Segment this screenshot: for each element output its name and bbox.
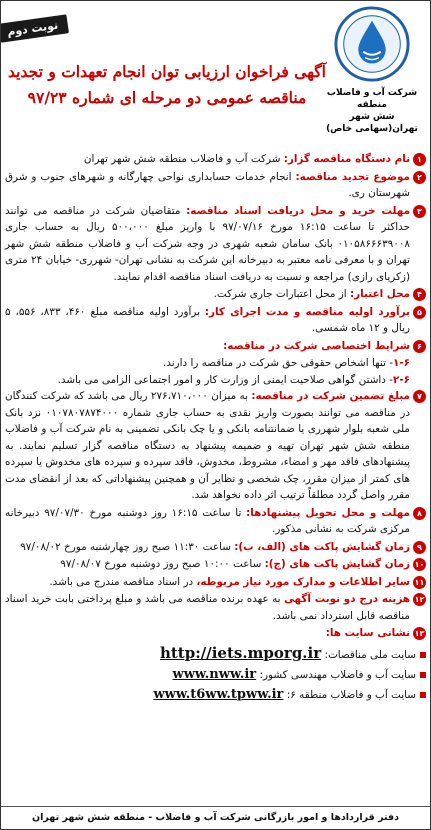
site-t6ww: سایت آب و فاضلاب منطقه ۶: www.t6ww.tpww.ir	[5, 685, 426, 705]
company-name-line1: شرکت آب و فاضلاب منطقه	[326, 88, 418, 110]
item-12: ۱۲ هزینه درج دو نوبت آگهی به عهده برنده مناقصه می باشد و مبلغ پرداختی بابت خرید اسناد مناقصه قابل استرداد نمی باشد.	[5, 593, 425, 622]
item-10: ۱۰ زمان گشایش پاکت های (ج): ساعت ۱۰:۰۰ صبح روز دوشنبه مورخ ۹۷/۰۸/۰۷	[60, 558, 425, 570]
ad-title-line1: آگهی فراخوان ارزیابی توان انجام تعهدات و تجدید	[8, 62, 326, 81]
item-6: ۶ شرایط اختصاصی شرکت در مناقصه:	[5, 338, 426, 355]
link-nww[interactable]: www.nww.ir	[172, 666, 257, 682]
site-national-tenders: سایت ملی مناقصات: http://iets.mporg.ir	[5, 644, 426, 665]
item-7: ۷ مبلغ تضمین شرکت در مناقصه: به میزان ۲۷۶،۷۱۰،۰۰۰ ریال می باشد که شرکت کنندگان در مناقصه می توانند بصورت واریز نقدی به حساب جاری شماره ۰۱۰۷۸۰۷۸۷۴۰۰۰ نزد بانک ملی شعبه بلوار شهرری یا ضمانتنامه بانکی و یا چک بانکی تضمینی به نام شرکت آب و فاضلاب منطقه شش شهر تهران تهیه و ضمیمه پیشنهاد به دستگاه مناقصه گزار تسلیم نمایند. به پیشنهادهای فاقد مهر و امضاء، مشروط، مخدوش، فاقد سپرده و سپرده های مخدوش یا سپرده های کمتر از میزان مقرر، چک شخصی و نظایر آن و همچنین پیشنهاداتی که بعد از انقضای مدت مقرر واصل گردد مطلقاً ترتیب اثر داده نخواهد شد.	[5, 388, 426, 504]
item-1: ۱ نام دستگاه مناقصه گزار: شرکت آب و فاضلاب منطقه شش شهر تهران	[5, 151, 426, 168]
item-11: ۱۱ سایر اطلاعات و مدارک مورد نیاز مربوطه، در اسناد مناقصه مندرج می باشد.	[49, 575, 425, 588]
water-company-logo-icon	[333, 5, 411, 83]
item-4: ۴ محل اعتبار: از محل اعتبارات جاری شرکت.	[5, 286, 426, 303]
ad-title	[7, 59, 327, 111]
item-2: ۲ موضوع تجدید مناقصه: انجام خدمات حسابداری نواحی چهارگانه و شهرهای جنوب و شرق شهرستان ری.	[5, 169, 426, 202]
company-header	[324, 5, 420, 135]
bullet-square-icon	[420, 692, 426, 698]
second-notice-ribbon: نوبت دوم	[0, 14, 69, 42]
site-nww: سایت آب و فاضلاب مهندسی کشور: www.nww.ir	[5, 665, 426, 685]
ad-body	[5, 151, 426, 705]
item-13: ۱۳ نشانی سایت ها:	[325, 627, 425, 639]
bullet-square-icon	[420, 652, 426, 658]
item-5: ۵ برآورد اولیه مناقصه و مدت اجرای کار: برآورد اولیه مناقصه مبلغ ۴۶۰، ۸۳۳، ۵۵۶، ۵ ریال و ۱۲ ماه شمسی.	[5, 304, 426, 337]
company-name-line2: شش شهر تهران(سهامی خاص)	[326, 112, 418, 134]
footer-office: دفتر قراردادها و امور بازرگانی شرکت آب و فاضلاب - منطقه شش شهر تهران	[1, 806, 430, 829]
bullet-square-icon	[420, 672, 426, 678]
sub-item-6-1: ۱-۶- تنها اشخاص حقوقی حق شرکت در مناقصه را دارند.	[163, 357, 410, 369]
website-list	[5, 644, 426, 705]
item-3: ۳ مهلت خرید و محل دریافت اسناد مناقصه: متقاضیان شرکت در مناقصه می توانند حداکثر تا ساعت ۱۶:۱۵ مورخ ۹۷/۰۷/۱۶ با واریز مبلغ ۵۰۰،۰۰۰ ریال به حساب جاری ۰۱۰۵۸۶۶۶۳۹۰۰۸ بانک سامان شعبه شهری در وجه شرکت آب و فاضلاب منطقه شش شهر تهران و با معرفی نامه معتبر به دبیرخانه این شرکت به نشانی تهران- شهرری- خیابان ۲۴ متری (زکریای رازی) مراجعه و نسبت به دریافت اسناد مناقصه اقدام نمایند.	[5, 203, 426, 286]
link-iets[interactable]: http://iets.mporg.ir	[159, 643, 322, 662]
ad-title-line2: مناقصه عمومی دو مرحله ای شماره ۹۷/۲۳	[27, 88, 307, 107]
item-9: ۹ زمان گشایش پاکت های (الف، ب): ساعت ۱۱:۳۰ صبح روز چهارشنبه مورخ ۹۷/۰۸/۰۲	[5, 539, 426, 556]
link-t6ww[interactable]: www.t6ww.tpww.ir	[153, 686, 284, 702]
item-8: ۸ مهلت و محل تحویل پیشنهادها: تا ساعت ۱۶:۱۵ روز دوشنبه مورخ ۹۷/۰۷/۳۰ دبیرخانه مرکزی شرکت به نشانی مذکور.	[5, 505, 426, 538]
sub-item-6-2: ۲-۶- داشتن گواهی صلاحیت ایمنی از وزارت کار و امور اجتماعی الزامی می باشد.	[57, 373, 410, 386]
